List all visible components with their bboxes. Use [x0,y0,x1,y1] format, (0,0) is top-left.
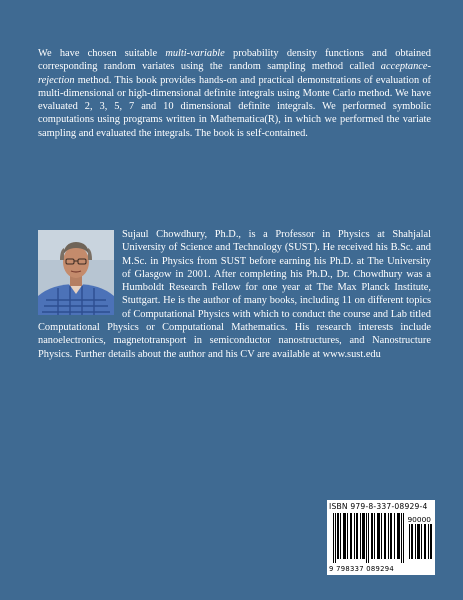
back-cover-blurb [38,47,431,140]
blurb-emphasis-1: multi-variable [165,48,225,59]
blurb-emphasis-2: acceptance-rejection [38,61,431,86]
isbn-barcode [327,500,435,575]
author-bio-text: Sujaul Chowdhury, Ph.D., is a Professor in Physics at Shahjalal University of Science and Technology (SUST). He received his B.Sc. and M.Sc. in Physics from SUST before earning his Ph.D. at The University of Glasgow in 2001. After completing his Ph.D., Dr. Chowdhury was a Humboldt Research Fellow for one year at The Max Planck Institute, Stuttgart. He is the author of many books, including 11 on different topics of Computational Physics with which to conduct the course and Lab titled Computational Physics or Computational Mathematics. His research interests include nanoelectronics, magnetotransport in semiconductor nanostructures, and Nanostructure Physics. Further details about the author and his CV are available at www.sust.edu [38,229,431,360]
price-code: 90000 [407,515,431,524]
blurb-text-1: We have chosen suitable [38,48,166,59]
blurb-text-2: probability density functions and obtained corresponding random variates using the random sampling method called [38,48,431,73]
barcode-bars [331,513,407,563]
author-photo [38,230,114,315]
author-bio-section [38,228,431,361]
price-addon-bars [409,524,433,559]
barcode-digits: 9 798337 089294 [329,565,395,573]
isbn-label: ISBN 979-8-337-08929-4 [329,502,428,511]
blurb-text-3: method. This book provides hands-on and practical demonstrations of evaluation of multi-dimensional or high-dimensional definite integrals using Monte Carlo method. We have evaluated 2, 3, 5, 7 and 10 dimensional definite integrals. We performed symbolic computations using programs written in Mathematica(R), in which we performed the variate sampling and evaluated the integrals. The book is self-contained. [38,74,431,139]
